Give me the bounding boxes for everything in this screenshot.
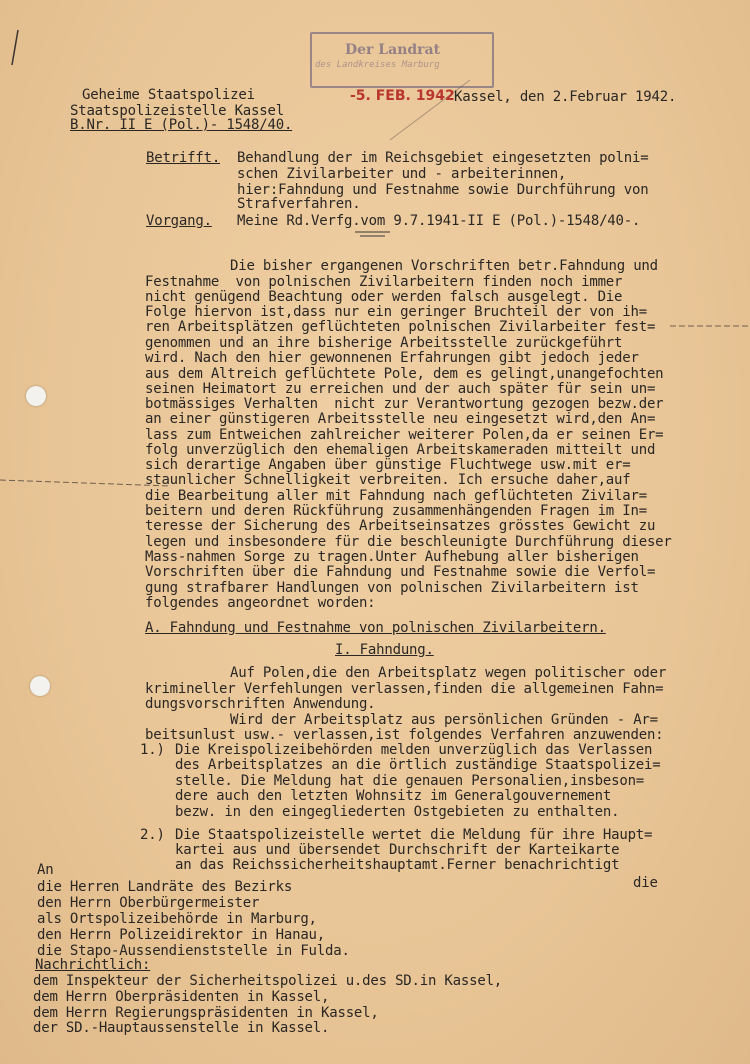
body-line: botmässiges Verhalten nicht zur Verantwortung gezogen bezw.der <box>145 396 664 412</box>
body-line: sich derartige Angaben über günstige Fluchtwege usw.mit er= <box>145 457 631 473</box>
body-line: gung strafbarer Handlungen von polnischen Zivilarbeitern ist <box>145 580 639 596</box>
political-line: krimineller Verfehlungen verlassen,finden die allgemeinen Fahn= <box>145 681 664 697</box>
body-line: Festnahme von polnischen Zivilarbeitern finden noch immer <box>145 274 623 290</box>
item-2-line: an das Reichssicherheitshauptamt.Ferner benachrichtigt <box>175 857 620 873</box>
body-line: Die bisher ergangenen Vorschriften betr.Fahndung und <box>230 258 658 274</box>
subject-line: schen Zivilarbeiter und - arbeiterinnen, <box>237 166 567 182</box>
item-2-number: 2.) <box>140 827 165 843</box>
item-1-line: bezw. in den eingegliederten Ostgebieten zu enthalten. <box>175 804 620 820</box>
item-1-number: 1.) <box>140 742 165 758</box>
reference-number: B.Nr. II E (Pol.)- 1548/40. <box>70 117 293 133</box>
body-line: legen und insbesondere für die beschleunigte Durchführung dieser <box>145 534 672 550</box>
political-line: Auf Polen,die den Arbeitsplatz wegen politischer oder <box>230 665 667 681</box>
cc-line: der SD.-Hauptaussenstelle in Kassel. <box>33 1020 330 1036</box>
addressees-label: An <box>37 862 54 878</box>
cc-line: dem Herrn Regierungspräsidenten in Kassel, <box>33 1005 379 1021</box>
subject-line: Behandlung der im Reichsgebiet eingesetzten polni= <box>237 150 649 166</box>
subject-label: Betrifft. <box>146 150 221 166</box>
item-1-line: Die Kreispolizeibehörden melden unverzüglich das Verlassen <box>175 742 653 758</box>
body-line: Mass-nahmen Sorge zu tragen.Unter Aufhebung aller bisherigen <box>145 549 639 565</box>
political-line: dungsvorschriften Anwendung. <box>145 696 376 712</box>
item-1-line: dere auch den letzten Wohnsitz im Generalgouvernement <box>175 788 612 804</box>
org-line-2: Staatspolizeistelle Kassel <box>70 103 284 119</box>
cc-line: dem Herrn Oberpräsidenten in Kassel, <box>33 989 330 1005</box>
subject-line: hier:Fahndung und Festnahme sowie Durchführung von <box>237 182 649 198</box>
cc-line: dem Inspekteur der Sicherheitspolizei u.des SD.in Kassel, <box>33 973 503 989</box>
body-line: folg unverzüglich den ehemaligen Arbeitskameraden mitteilt und <box>145 442 656 458</box>
addressee-line: die Stapo-Aussendienststelle in Fulda. <box>37 943 350 959</box>
stamp-title: Der Landrat <box>345 42 441 58</box>
body-line: beitern und deren Rückführung zusammenhängenden Fragen im In= <box>145 503 647 519</box>
place-date: Kassel, den 2.Februar 1942. <box>454 89 677 105</box>
body-line: Vorschriften über die Fahndung und Festnahme sowie die Verfol= <box>145 564 656 580</box>
addressee-line: den Herrn Oberbürgermeister <box>37 895 260 911</box>
personal-line: Wird der Arbeitsplatz aus persönlichen Gründen - Ar= <box>230 712 658 728</box>
received-date-stamp: -5. FEB. 1942 <box>350 88 455 104</box>
addressee-line: den Herrn Polizeidirektor in Hanau, <box>37 927 326 943</box>
body-line: die Bearbeitung aller mit Fahndung nach geflüchteten Zivilar= <box>145 488 647 504</box>
body-line: ren Arbeitsplätzen geflüchteten polnischen Zivilarbeiter fest= <box>145 319 656 335</box>
item-2-line: Die Staatspolizeistelle wertet die Meldung für ihre Haupt= <box>175 827 653 843</box>
cc-label: Nachrichtlich: <box>35 957 151 973</box>
item-1-line: des Arbeitsplatzes an die örtlich zuständige Staatspolizei= <box>175 757 661 773</box>
addressee-line: als Ortspolizeibehörde in Marburg, <box>37 911 317 927</box>
body-line: Folge hiervon ist,dass nur ein geringer Bruchteil der von ih= <box>145 304 647 320</box>
body-line: teresse der Sicherung des Arbeitseinsatzes grösstes Gewicht zu <box>145 518 656 534</box>
section-i-heading: I. Fahndung. <box>335 642 434 658</box>
previous-text: Meine Rd.Verfg.vom 9.7.1941-II E (Pol.)-1548/40-. <box>237 213 641 229</box>
body-line: lass zum Entweichen zahlreicher weiterer Polen,da er seinen Er= <box>145 427 664 443</box>
body-line: aus dem Altreich geflüchtete Pole, dem es gelingt,unangefochten <box>145 366 664 382</box>
personal-line: beitsunlust usw.- verlassen,ist folgendes Verfahren anzuwenden: <box>145 727 664 743</box>
org-line-1: Geheime Staatspolizei <box>82 87 255 103</box>
previous-label: Vorgang. <box>146 213 212 229</box>
addressee-line: die Herren Landräte des Bezirks <box>37 879 293 895</box>
body-line: nicht genügend Beachtung oder werden falsch ausgelegt. Die <box>145 289 623 305</box>
subject-line: Strafverfahren. <box>237 196 361 212</box>
body-line: wird. Nach den hier gewonnenen Erfahrungen gibt jedoch jeder <box>145 350 639 366</box>
body-line: staunlicher Schnelligkeit verbreiten. Ich ersuche daher,auf <box>145 472 631 488</box>
body-line: genommen und an ihre bisherige Arbeitsstelle zurückgeführt <box>145 335 623 351</box>
item-1-line: stelle. Die Meldung hat die genauen Personalien,insbeson= <box>175 773 645 789</box>
continuation-word: die <box>633 875 658 891</box>
body-line: seinen Heimatort zu erreichen und der auch später für sein un= <box>145 381 656 397</box>
stamp-subtitle: des Landkreises Marburg <box>315 60 440 70</box>
section-a-heading: A. Fahndung und Festnahme von polnischen Zivilarbeitern. <box>145 620 606 636</box>
body-line: folgendes angeordnet worden: <box>145 595 376 611</box>
body-line: an einer günstigeren Arbeitsstelle neu eingesetzt wird,den An= <box>145 411 656 427</box>
item-2-line: kartei aus und übersendet Durchschrift der Karteikarte <box>175 842 620 858</box>
